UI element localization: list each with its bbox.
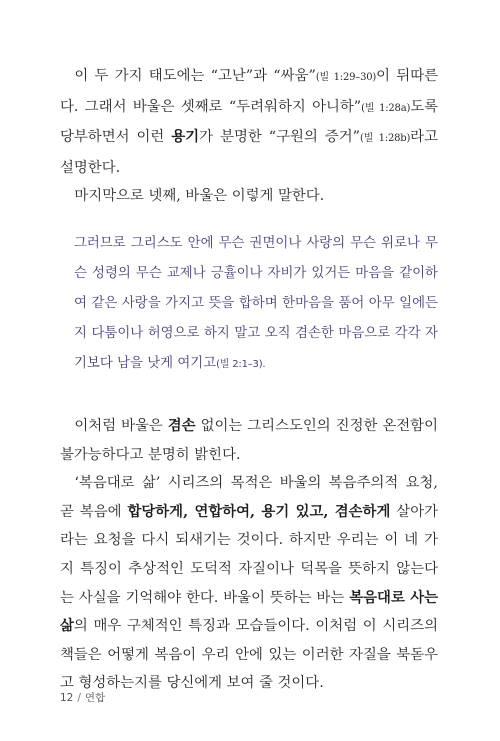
page-body <box>60 62 438 698</box>
running-title: 연합 <box>84 692 106 704</box>
scripture-reference: (빌 2:1–3). <box>216 358 266 370</box>
bold-term: 합당하게, 연합하여, 용기 있고, 겸손하게 <box>127 502 391 520</box>
text: 가 분명한 “구원의 증거” <box>199 129 361 146</box>
scripture-reference: (빌 1:28b) <box>360 133 411 145</box>
page-number: 12 <box>60 692 74 704</box>
scripture-quote <box>60 229 438 380</box>
text: 이 두 가지 태도에는 “고난”과 “싸움” <box>74 68 316 84</box>
bold-term: 겸손 <box>167 416 196 434</box>
spacer <box>60 398 438 412</box>
bold-term: 복음대로 사는 삶 <box>60 588 438 635</box>
text: 살아가라는 요청을 다시 되새기는 것이다. 하지만 우리는 이 네 가지 특징이 추상적인 도덕적 자질이나 덕목을 뜻하지 않는다는 사실을 기억해야 한다. 바울이 뜻하는 바는 <box>60 503 439 606</box>
text: 이처럼 바울은 <box>74 417 168 434</box>
page-footer <box>60 690 105 705</box>
quote-text: 그러므로 그리스도 안에 무슨 권면이나 사랑의 무슨 위로나 무슨 성령의 무슨 교제나 긍휼이나 자비가 있거든 마음을 같이하여 같은 사랑을 가지고 뜻을 합하며 한마음을 품어 아무 일에든지 다툼이나 허영으로 하지 말고 오직 겸손한 마음으로 각각 자기보다 남을 낫게 여기고 <box>74 235 438 371</box>
scripture-reference: (빌 1:28a) <box>361 102 411 114</box>
text: 이 뒤따른다. 그래서 바울은 셋째로 “두려워하지 아니하” <box>60 68 439 115</box>
footer-separator: / <box>77 692 81 704</box>
scripture-reference: (빌 1:29–30) <box>315 72 377 83</box>
paragraph-2: 마지막으로 넷째, 바울은 이렇게 말한다. <box>74 188 325 205</box>
text: 도록 당부하면서 이런 <box>60 98 438 146</box>
text: 없이는 그리스도인의 진정한 온전함이 불가능하다고 분명히 밝힌다. <box>60 417 438 463</box>
text: 라고 설명한다. <box>60 129 438 176</box>
text: 의 매우 구체적인 특징과 모습들이다. 이처럼 이 시리즈의 책들은 어떻게 복음이 우리 안에 있는 이러한 자질을 북돋우고 형성하는지를 당신에게 보여 줄 것이다. <box>60 618 438 692</box>
text: ‘복음대로 삶’ 시리즈의 목적은 바울의 복음주의적 요청, 곧 복음에 <box>60 475 438 520</box>
paragraph-1 <box>60 62 438 182</box>
bold-term: 용기 <box>171 128 200 146</box>
paragraph-4 <box>60 469 438 698</box>
paragraph-3 <box>60 412 438 469</box>
